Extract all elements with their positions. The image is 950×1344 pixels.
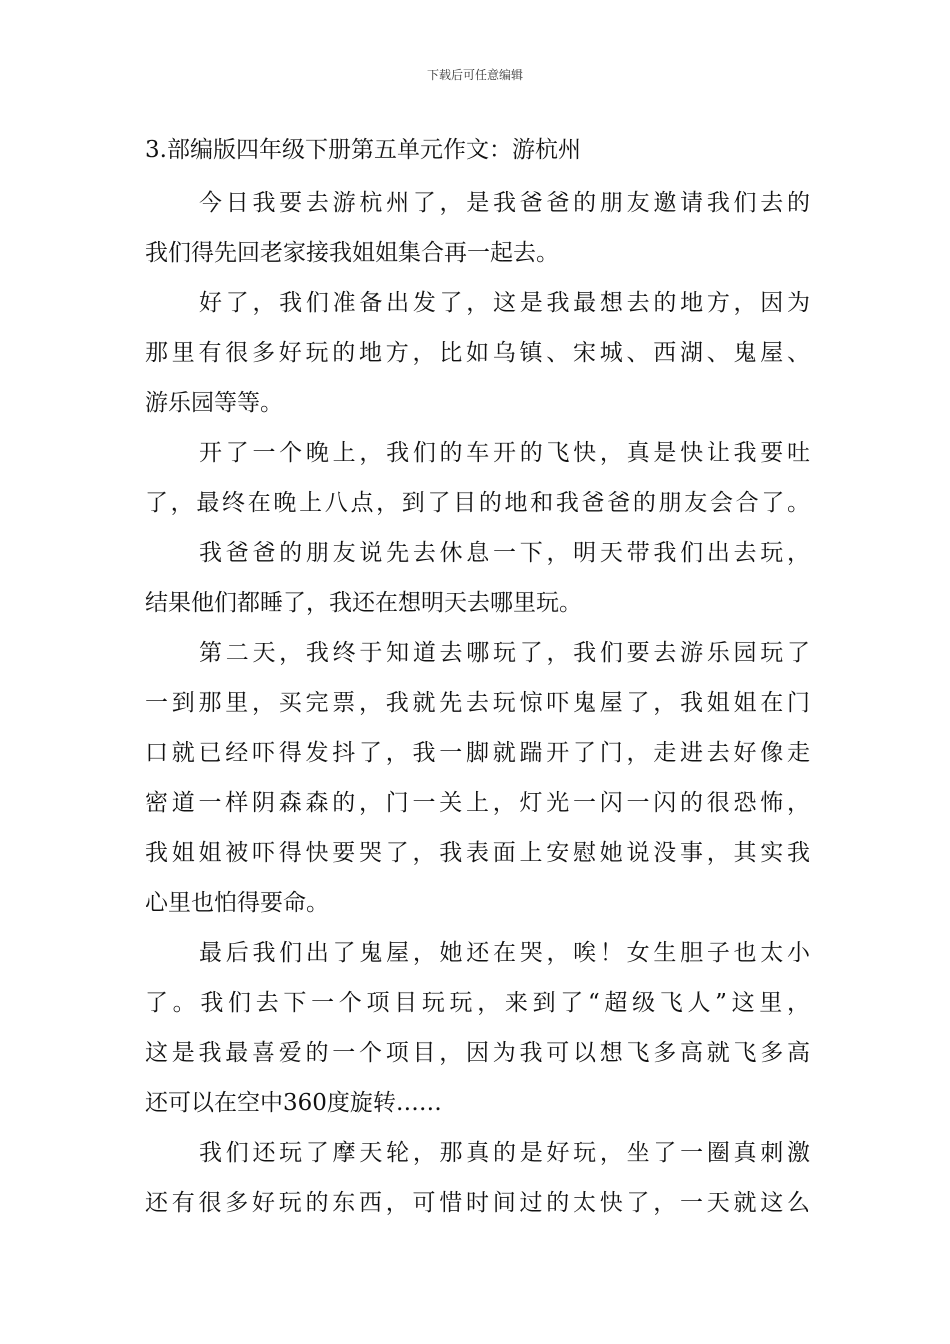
text-line: 口就已经吓得发抖了，我一脚就踹开了门，走进去好像走	[145, 740, 810, 766]
text-line: 了，最终在晚上八点，到了目的地和我爸爸的朋友会合了。	[145, 490, 810, 516]
text-line: 开了一个晚上，我们的车开的飞快，真是快让我要吐	[199, 440, 810, 466]
text-line: 我们得先回老家接我姐姐集合再一起去。	[145, 240, 559, 266]
text-line: 结果他们都睡了，我还在想明天去哪里玩。	[145, 590, 582, 616]
header-note: 下载后可任意编辑	[426, 68, 523, 82]
text-line: 一到那里，买完票，我就先去玩惊吓鬼屋了，我姐姐在门	[145, 690, 810, 716]
text-line: 今日我要去游杭州了，是我爸爸的朋友邀请我们去的	[199, 190, 810, 216]
text-line: 那里有很多好玩的地方，比如乌镇、宋城、西湖、鬼屋、	[145, 340, 810, 366]
text-line: 了。我们去下一个项目玩玩，来到了“超级飞人”这里，	[145, 990, 810, 1016]
text-line: 游乐园等等。	[145, 390, 283, 416]
text-line: 密道一样阴森森的，门一关上，灯光一闪一闪的很恐怖，	[145, 790, 810, 816]
text-line: 我爸爸的朋友说先去休息一下，明天带我们出去玩，	[199, 540, 810, 566]
text-line: 我姐姐被吓得快要哭了，我表面上安慰她说没事，其实我	[145, 840, 810, 866]
text-line: 好了，我们准备出发了，这是我最想去的地方，因为	[199, 290, 810, 316]
essay-body	[145, 178, 810, 1228]
text-line: 第二天，我终于知道去哪玩了，我们要去游乐园玩了	[199, 640, 810, 666]
text-line: 还可以在空中360度旋转……	[145, 1090, 442, 1116]
text-line: 还有很多好玩的东西，可惜时间过的太快了，一天就这么	[145, 1190, 810, 1216]
text-line: 我们还玩了摩天轮，那真的是好玩，坐了一圈真刺激	[199, 1140, 810, 1166]
essay-title: 3.部编版四年级下册第五单元作文：游杭州	[145, 137, 581, 163]
text-line: 这是我最喜爱的一个项目，因为我可以想飞多高就飞多高	[145, 1040, 810, 1066]
text-line: 最后我们出了鬼屋，她还在哭，唉！女生胆子也太小	[199, 940, 810, 966]
text-line: 心里也怕得要命。	[145, 890, 329, 916]
